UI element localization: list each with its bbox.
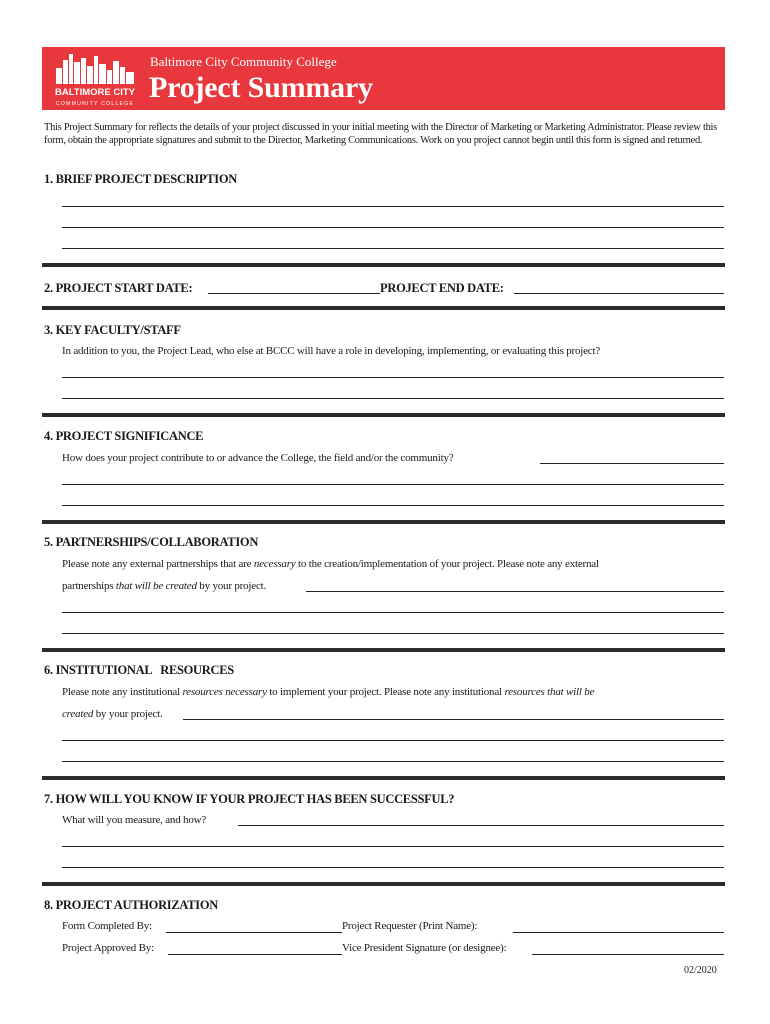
end-date-label: PROJECT END DATE: bbox=[380, 281, 504, 295]
partnerships-inline-field[interactable] bbox=[306, 591, 724, 592]
project-approved-by-label: Project Approved By: bbox=[62, 942, 154, 954]
start-date-field[interactable] bbox=[208, 293, 380, 294]
section-7-heading: 7. HOW WILL YOU KNOW IF YOUR PROJECT HAS BEEN SUCCESSFUL? bbox=[44, 792, 455, 806]
project-approved-by-field[interactable] bbox=[168, 954, 342, 955]
start-date-label: 2. PROJECT START DATE: bbox=[44, 281, 193, 295]
vp-signature-field[interactable] bbox=[532, 954, 724, 955]
section-7-question: What will you measure, and how? bbox=[62, 814, 207, 826]
significance-line-1[interactable] bbox=[62, 484, 724, 485]
faculty-line-1[interactable] bbox=[62, 377, 724, 378]
logo-line1: BALTIMORE CITY bbox=[54, 87, 136, 98]
significance-line-2[interactable] bbox=[62, 505, 724, 506]
section-divider bbox=[42, 263, 725, 267]
end-date-field[interactable] bbox=[514, 293, 724, 294]
vp-signature-label: Vice President Signature (or designee): bbox=[342, 942, 507, 954]
section-1-heading: 1. BRIEF PROJECT DESCRIPTION bbox=[44, 172, 238, 186]
section-3-heading: 3. KEY FACULTY/STAFF bbox=[44, 323, 181, 337]
section-3-question: In addition to you, the Project Lead, who else at BCCC will have a role in developing, implementing, or evaluating this project? bbox=[62, 345, 601, 357]
partnerships-line-1[interactable] bbox=[62, 612, 724, 613]
section-5-question-line-2: partnerships that will be created by your project. bbox=[62, 580, 267, 592]
form-completed-by-label: Form Completed By: bbox=[62, 920, 152, 932]
logo-line2: COMMUNITY COLLEGE bbox=[55, 101, 135, 107]
header-banner bbox=[42, 47, 725, 110]
bccc-logo bbox=[50, 50, 140, 108]
description-line-2[interactable] bbox=[62, 227, 724, 228]
success-line-2[interactable] bbox=[62, 867, 724, 868]
section-6-question-line-1: Please note any institutional resources necessary to implement your project. Please note any institutional resources that will be bbox=[62, 686, 595, 698]
section-6-heading: 6. INSTITUTIONAL RESOURCES bbox=[44, 663, 234, 677]
resources-inline-field[interactable] bbox=[183, 719, 724, 720]
partnerships-line-2[interactable] bbox=[62, 633, 724, 634]
significance-inline-field[interactable] bbox=[540, 463, 724, 464]
section-6-question-line-2: created by your project. bbox=[62, 708, 163, 720]
college-name: Baltimore City Community College bbox=[150, 54, 337, 69]
section-divider bbox=[42, 648, 725, 652]
project-requester-label: Project Requester (Print Name): bbox=[342, 920, 478, 932]
section-4-question: How does your project contribute to or advance the College, the field and/or the community? bbox=[62, 452, 454, 464]
resources-line-1[interactable] bbox=[62, 740, 724, 741]
form-completed-by-field[interactable] bbox=[166, 932, 342, 933]
section-5-question-line-1: Please note any external partnerships that are necessary to the creation/implementation of your project. Please note any external bbox=[62, 558, 599, 570]
section-divider bbox=[42, 413, 725, 417]
page-title: Project Summary bbox=[149, 71, 373, 104]
project-requester-field[interactable] bbox=[513, 932, 724, 933]
intro-text: This Project Summary for reflects the details of your project discussed in your initial meeting with the Director of Marketing or Marketing Administrator. Please review this form, obtain the appropriate signatures and submit to the Director, Marketing Communications. Work on you project cannot begin until this form is signed and returned. bbox=[44, 122, 717, 146]
form-date: 02/2020 bbox=[684, 965, 717, 976]
description-line-3[interactable] bbox=[62, 248, 724, 249]
faculty-line-2[interactable] bbox=[62, 398, 724, 399]
section-divider bbox=[42, 882, 725, 886]
resources-line-2[interactable] bbox=[62, 761, 724, 762]
section-divider bbox=[42, 520, 725, 524]
success-inline-field[interactable] bbox=[238, 825, 724, 826]
success-line-1[interactable] bbox=[62, 846, 724, 847]
section-divider bbox=[42, 306, 725, 310]
description-line-1[interactable] bbox=[62, 206, 724, 207]
section-8-heading: 8. PROJECT AUTHORIZATION bbox=[44, 898, 218, 912]
section-5-heading: 5. PARTNERSHIPS/COLLABORATION bbox=[44, 535, 259, 549]
section-4-heading: 4. PROJECT SIGNIFICANCE bbox=[44, 429, 204, 443]
section-divider bbox=[42, 776, 725, 780]
